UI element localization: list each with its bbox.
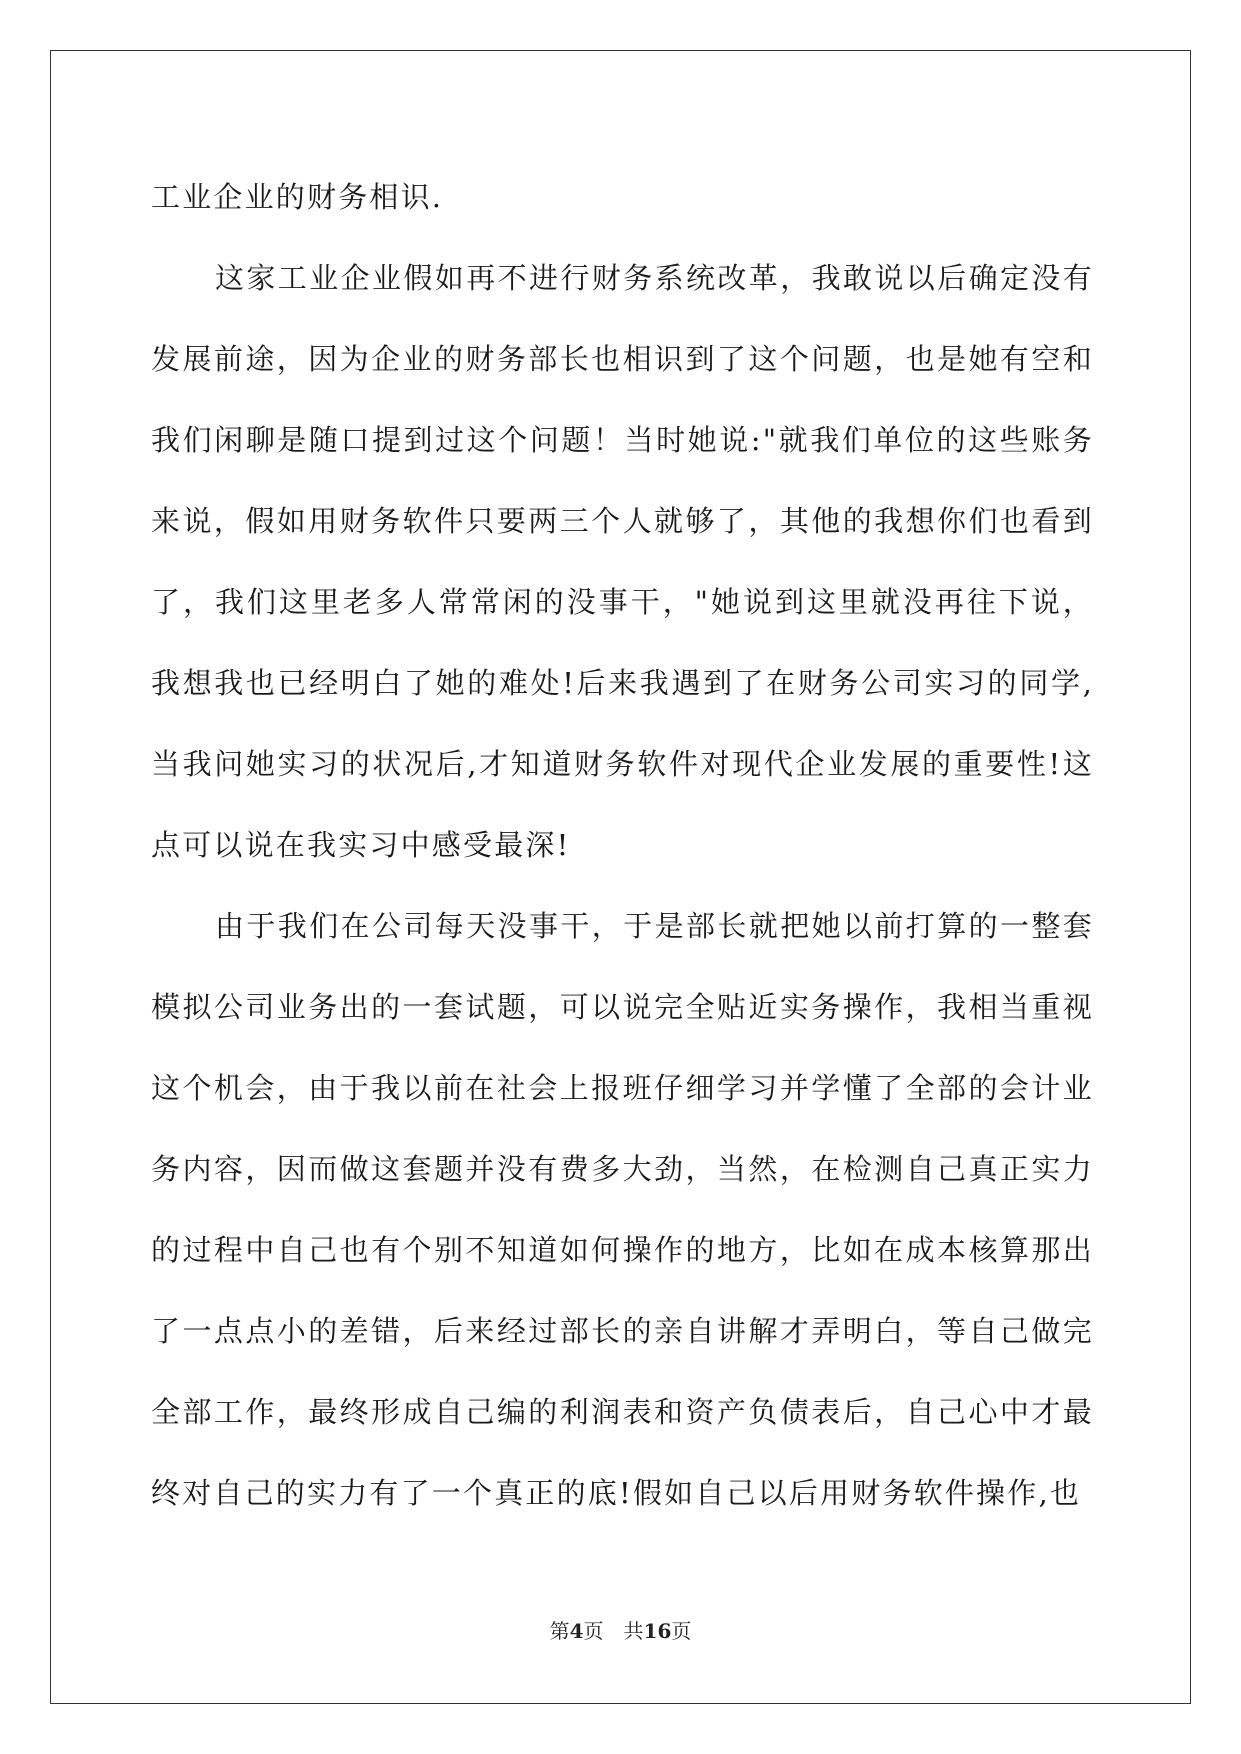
total-suffix: 页 [671, 1619, 692, 1643]
paragraph-continuation: 工业企业的财务相识. [151, 180, 444, 214]
total-pages: 16 [643, 1619, 672, 1643]
total-prefix: 共 [623, 1619, 644, 1643]
document-body [151, 157, 1094, 1534]
paragraph-finance-reform: 这家工业企业假如再不进行财务系统改革，我敢说以后确定没有发展前途，因为企业的财务部长也相识到了这个问题，也是她有空和我们闲聊是随口提到过这个问题！当时她说:"就我们单位的这些账务来说，假如用财务软件只要两三个人就够了，其他的我想你们也看到了，我们这里老多人常常闲的没事干，"她说到这里就没再往下说，我想我也已经明白了她的难处!后来我遇到了在财务公司实习的同学,当我问她实习的状况后,才知道财务软件对现代企业发展的重要性!这点可以说在我实习中感受最深! [151, 261, 1094, 862]
paragraph-practice-exercise: 由于我们在公司每天没事干，于是部长就把她以前打算的一整套模拟公司业务出的一套试题，可以说完全贴近实务操作，我相当重视这个机会，由于我以前在社会上报班仔细学习并学懂了全部的会计业务内容，因而做这套题并没有费多大劲，当然，在检测自己真正实力的过程中自己也有个别不知道如何操作的地方，比如在成本核算那出了一点点小的差错，后来经过部长的亲自讲解才弄明白，等自己做完全部工作，最终形成自己编的利润表和资产负债表后，自己心中才最终对自己的实力有了一个真正的底!假如自己以后用财务软件操作,也 [151, 909, 1094, 1510]
page-prefix: 第 [549, 1619, 570, 1643]
page-suffix: 页 [583, 1619, 604, 1643]
page-number: 4 [569, 1619, 584, 1643]
page-footer [0, 1618, 1241, 1644]
